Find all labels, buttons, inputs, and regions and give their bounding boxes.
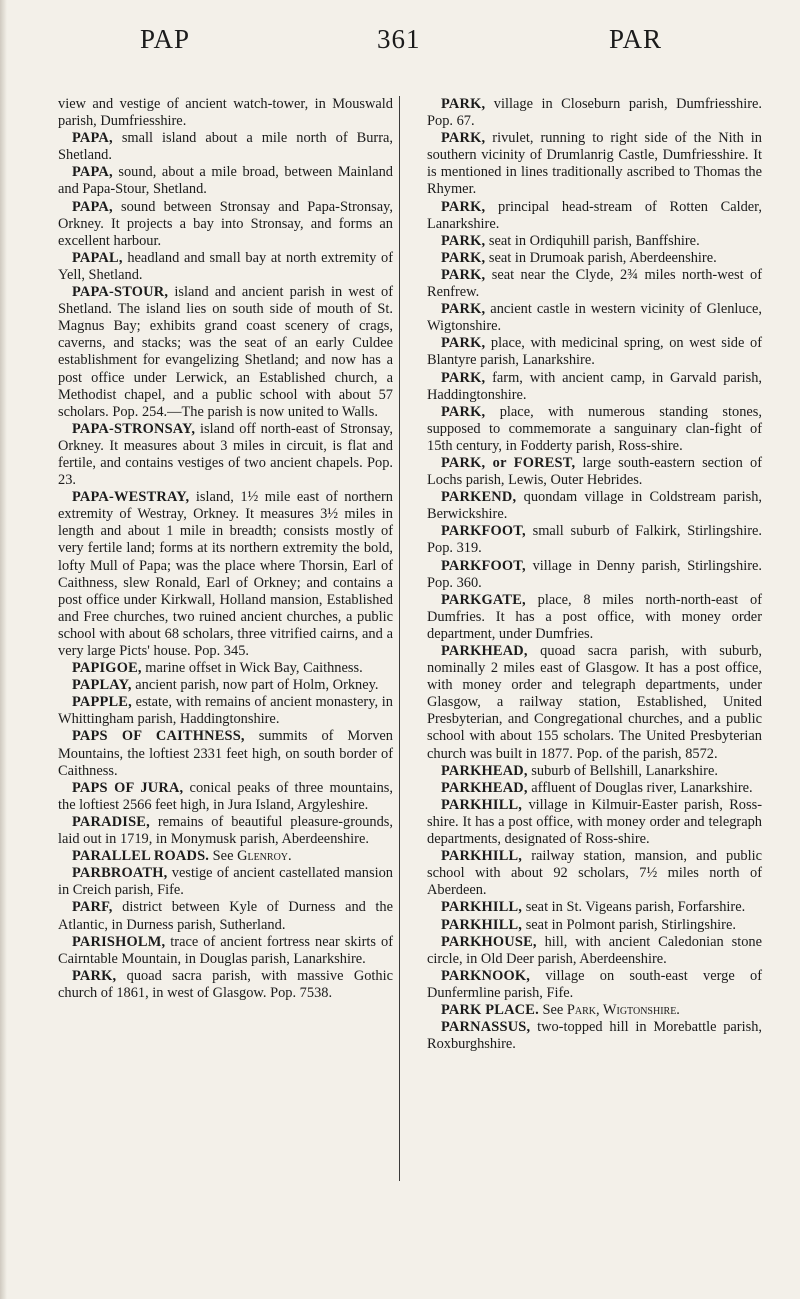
entry-text: ancient parish, now part of Holm, Orkney.	[131, 677, 379, 694]
gazetteer-entry	[58, 164, 393, 198]
gazetteer-entry	[427, 301, 762, 335]
entry-headword: PARKHILL,	[441, 899, 523, 916]
entry-headword: PAPA,	[72, 198, 113, 215]
entry-headword: PARISHOLM,	[72, 933, 166, 950]
right-column	[427, 96, 762, 1053]
gazetteer-entry	[58, 814, 393, 848]
entry-headword: PAPA,	[72, 130, 113, 147]
entry-text: place, with medicinal spring, on west side of Blantyre parish, Lanarkshire.	[427, 335, 762, 369]
gazetteer-entry	[427, 797, 762, 848]
gazetteer-entry	[427, 1019, 762, 1053]
entry-headword: PARKGATE,	[441, 591, 526, 608]
page-edge-shadow	[0, 0, 7, 1299]
entry-text: principal head-stream of Rotten Calder, Lanarkshire.	[427, 198, 762, 232]
entry-headword: PARKHEAD,	[441, 762, 528, 779]
entry-headword: PARKFOOT,	[441, 557, 526, 574]
entry-text: district between Kyle of Durness and the Atlantic, in Durness parish, Sutherland.	[58, 899, 393, 933]
gazetteer-entry	[427, 1002, 762, 1019]
entry-text: summits of Morven Mountains, the loftiest 2331 feet high, on south border of Caithness.	[58, 728, 393, 779]
gazetteer-entry	[58, 250, 393, 284]
entry-headword: PAPLAY,	[72, 677, 132, 694]
entry-text: headland and small bay at north extremity of Yell, Shetland.	[58, 249, 393, 283]
entry-text: remains of beautiful pleasure-grounds, laid out in 1719, in Monymusk parish, Aberdeenshire.	[58, 813, 393, 848]
entry-headword: PARK,	[441, 403, 486, 420]
entry-text: seat in Ordiquhill parish, Banffshire.	[485, 232, 700, 249]
gazetteer-entry	[427, 523, 762, 557]
entry-text: island and ancient parish in west of Shetland. The island lies on south side of mouth of St. Magnus Bay; exhibits grand coast scenery of crags, caverns, and stacks; was the seat of an early Culdee establishment for evangelizing Shetland; and now has a post office under Lerwick, an Established church, a Methodist chapel, and a public school with about 57 scholars. Pop. 254.—The parish is now united to Walls.	[58, 284, 393, 420]
entry-text: village in Denny parish, Stirlingshire. Pop. 360.	[427, 557, 762, 591]
entry-text: village on south-east verge of Dunfermline parish, Fife.	[427, 967, 762, 1001]
entry-headword: PARKHOUSE,	[441, 933, 537, 950]
entry-text: marine offset in Wick Bay, Caithness.	[141, 660, 363, 677]
entry-text: seat in Drumoak parish, Aberdeenshire.	[485, 249, 717, 266]
entry-headword: PAPA-STOUR,	[72, 284, 169, 301]
gazetteer-entry	[427, 370, 762, 404]
entry-headword: PARADISE,	[72, 813, 150, 830]
running-head-right: PAR	[609, 24, 663, 54]
gazetteer-entry	[427, 643, 762, 763]
entry-headword: PARKNOOK,	[441, 967, 531, 984]
gazetteer-entry	[427, 455, 762, 489]
gazetteer-entry	[427, 130, 762, 198]
entry-headword: PARKHILL,	[441, 796, 523, 813]
entry-text: hill, with ancient Caledonian stone circle, in Old Deer parish, Aberdeenshire.	[427, 933, 762, 967]
entry-text: sound, about a mile broad, between Mainland and Papa-Stour, Shetland.	[58, 164, 393, 198]
entry-headword: PAPS OF JURA,	[72, 779, 184, 796]
gazetteer-entry	[58, 968, 393, 1002]
gazetteer-entry	[427, 848, 762, 899]
entry-text: estate, with remains of ancient monastery, in Whittingham parish, Haddingtonshire.	[58, 694, 393, 728]
gazetteer-entry	[58, 848, 393, 865]
gazetteer-entry	[58, 284, 393, 421]
entry-headword: PARK PLACE.	[441, 1001, 539, 1018]
entry-text: island, 1½ mile east of northern extremity of Westray, Orkney. It measures 3½ miles in length and about 1 mile in breadth; consists mostly of very fertile land; forms at its northern extremity the bold, lofty Mull of Papa; was the place where Thorsin, Earl of Caithness, slew Ronald, Earl of Orkney; and contains a post office under Kirkwall, Holland mansion, Established and Free churches, two ruined ancient churches, a public school with about 68 scholars, three vitrified cairns, and a very large Picts' house. Pop. 345.	[58, 489, 393, 659]
entry-text: small suburb of Falkirk, Stirlingshire. Pop. 319.	[427, 523, 762, 557]
entry-headword: PAPAL,	[72, 249, 123, 266]
entry-headword: PARF,	[72, 899, 113, 916]
entry-headword: PARK, or FOREST,	[441, 454, 576, 471]
entry-headword: PARKHEAD,	[441, 643, 528, 659]
entry-text: two-topped hill in Morebattle parish, Roxburghshire.	[427, 1019, 762, 1053]
gazetteer-entry	[427, 250, 762, 267]
entry-text: rivulet, running to right side of the Nith in southern vicinity of Drumlanrig Castle, Dumfriesshire. It is mentioned in lines traditionally ascribed to Thomas the Rhymer.	[427, 130, 762, 198]
gazetteer-entry	[427, 267, 762, 301]
entry-text: island off north-east of Stronsay, Orkney. It measures about 3 miles in circuit, is flat and fertile, and contains vestiges of two ancient chapels. Pop. 23.	[58, 420, 393, 489]
gazetteer-entry	[58, 677, 393, 694]
page-header	[0, 24, 800, 64]
entry-text: place, 8 miles north-north-east of Dumfries. It has a post office, with money order department, under Dumfries.	[427, 591, 762, 642]
gazetteer-entry	[58, 199, 393, 250]
entry-headword: PAPA-STRONSAY,	[72, 420, 196, 437]
entry-headword: PARKEND,	[441, 489, 517, 506]
gazetteer-entry	[427, 899, 762, 916]
gazetteer-entry	[58, 934, 393, 968]
gazetteer-entry	[427, 96, 762, 130]
gazetteer-entry	[58, 865, 393, 899]
entry-headword: PARK,	[441, 130, 486, 147]
entry-headword: PARK,	[441, 249, 486, 266]
entry-headword: PARK,	[441, 96, 486, 112]
entry-text: suburb of Bellshill, Lanarkshire.	[527, 762, 718, 779]
gazetteer-entry	[58, 728, 393, 779]
entry-headword: PARKFOOT,	[441, 523, 526, 540]
gazetteer-entry	[58, 421, 393, 489]
entry-headword: PARK,	[441, 369, 486, 386]
gazetteer-entry	[58, 489, 393, 660]
entry-text: See	[538, 1001, 567, 1018]
entry-headword: PARKHILL,	[441, 916, 523, 933]
gazetteer-entry	[58, 96, 393, 130]
entry-headword: PARK,	[441, 198, 486, 215]
entry-headword: PAPIGOE,	[72, 660, 142, 677]
entry-text: quoad sacra parish, with suburb, nominally 2 miles east of Glasgow. It has a post office, with money order and telegraph departments, under Glasgow, a railway station, Established, United Presbyterian, and Congregational churches, and a public school with about 155 scholars. The United Presbyterian church was built in 1877. Pop. of the parish, 8572.	[427, 643, 762, 762]
gazetteer-entry	[427, 592, 762, 643]
running-head-left: PAP	[140, 24, 191, 54]
gazetteer-entry	[58, 130, 393, 164]
entry-text: village in Closeburn parish, Dumfriesshire. Pop. 67.	[427, 96, 762, 130]
gazetteer-entry	[427, 558, 762, 592]
entry-text: quondam village in Coldstream parish, Berwickshire.	[427, 489, 762, 523]
entry-text: farm, with ancient camp, in Garvald parish, Haddingtonshire.	[427, 369, 762, 403]
entry-text: large south-eastern section of Lochs parish, Lewis, Outer Hebrides.	[427, 454, 762, 489]
entry-text: ancient castle in western vicinity of Glenluce, Wigtonshire.	[427, 301, 762, 335]
entry-text: seat near the Clyde, 2¾ miles north-west of Renfrew.	[427, 266, 762, 301]
entry-headword: PARALLEL ROADS.	[72, 848, 210, 865]
cross-reference: Glenroy.	[237, 848, 292, 865]
entry-headword: PARBROATH,	[72, 865, 168, 882]
gazetteer-entry	[427, 489, 762, 523]
gazetteer-entry	[427, 934, 762, 968]
gazetteer-entry	[427, 404, 762, 455]
entry-headword: PARK,	[72, 967, 117, 984]
entry-headword: PARKHILL,	[441, 848, 523, 865]
page-number: 361	[377, 24, 421, 54]
gazetteer-entry	[427, 917, 762, 934]
entry-text: seat in St. Vigeans parish, Forfarshire.	[522, 899, 746, 916]
entry-text: village in Kilmuir-Easter parish, Ross-shire. It has a post office, with money order and telegraph departments, designated of Ross-shire.	[427, 796, 762, 848]
gazetteer-entry	[427, 335, 762, 369]
entry-text: conical peaks of three mountains, the loftiest 2566 feet high, in Jura Island, Argyleshire.	[58, 779, 393, 813]
gazetteer-entry	[427, 780, 762, 797]
entry-headword: PAPA-WESTRAY,	[72, 489, 190, 506]
entry-text: vestige of ancient castellated mansion in Creich parish, Fife.	[58, 865, 393, 899]
entry-headword: PARKHEAD,	[441, 779, 528, 796]
entry-headword: PARK,	[441, 301, 486, 318]
entry-headword: PAPA,	[72, 164, 113, 181]
entry-text: small island about a mile north of Burra, Shetland.	[58, 130, 393, 164]
cross-reference: Park, Wigtonshire.	[566, 1001, 680, 1018]
gazetteer-entry	[427, 968, 762, 1002]
entry-headword: PAPPLE,	[72, 694, 132, 711]
gazetteer-entry	[58, 660, 393, 677]
entry-headword: PARK,	[441, 335, 486, 352]
entry-text: place, with numerous standing stones, supposed to commemorate a sanguinary clan-fight of 15th century, in Fodderty parish, Ross-shire.	[427, 403, 762, 454]
entry-text: view and vestige of ancient watch-tower, in Mouswald parish, Dumfriesshire.	[58, 96, 393, 130]
entry-headword: PARNASSUS,	[441, 1019, 531, 1036]
gazetteer-entry	[427, 763, 762, 780]
entry-headword: PARK,	[441, 232, 486, 249]
entry-text: quoad sacra parish, with massive Gothic church of 1861, in west of Glasgow. Pop. 7538.	[58, 967, 393, 1001]
entry-text: seat in Polmont parish, Stirlingshire.	[522, 916, 736, 933]
entry-headword: PARK,	[441, 266, 486, 283]
entry-text: railway station, mansion, and public school with about 92 scholars, 7½ miles north of Aberdeen.	[427, 848, 762, 899]
gazetteer-entry	[58, 780, 393, 814]
gazetteer-entry	[58, 899, 393, 933]
gazetteer-entry	[58, 694, 393, 728]
entry-text: See	[209, 848, 238, 865]
entry-text: sound between Stronsay and Papa-Stronsay, Orkney. It projects a bay into Stronsay, and forms an excellent harbour.	[58, 198, 393, 249]
entry-text: affluent of Douglas river, Lanarkshire.	[527, 779, 753, 796]
gazetteer-entry	[427, 199, 762, 233]
gazetteer-entry	[427, 233, 762, 250]
entry-text: trace of ancient fortress near skirts of Cairntable Mountain, in Douglas parish, Lanarkshire.	[58, 933, 393, 967]
entry-headword: PAPS OF CAITHNESS,	[72, 728, 245, 745]
column-divider	[399, 96, 400, 1181]
left-column	[58, 96, 393, 1002]
